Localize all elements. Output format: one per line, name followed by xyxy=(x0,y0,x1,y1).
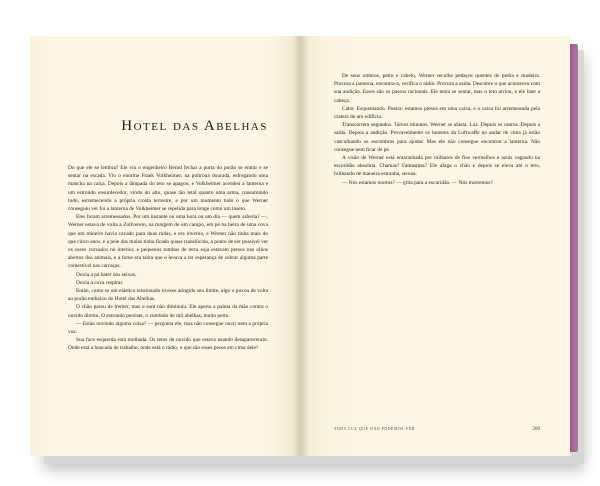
running-footer xyxy=(334,427,540,432)
paragraph: Sua face esquerda está molhada. Os tetos de ouvido que estava usando desapareceram. Onde está a bancada de trabalho, onde está o rádio, o que são esses pesos em cima dele? xyxy=(68,337,268,352)
running-footer-title: TODA LUZ QUE NÃO PODEMOS VER xyxy=(334,427,415,431)
page-number: 209 xyxy=(532,427,540,432)
book-cover-edge xyxy=(570,44,578,452)
open-book xyxy=(30,36,570,456)
paragraph: Então, como se um elástico tensionado tivesse atingido seu limite, algo o puxou de volta ao porão embaixo do Hotel das Abelhas. xyxy=(68,288,268,303)
paragraph: Ouvia a cova respirar. xyxy=(76,279,124,286)
paragraph: Do que ele se lembra? Ele viu o engenheiro Bernd fechar a porta do porão se entrar e se sentar na escada. Viu o enorme Frank Volkheimer, na poltrona dourada, esfregando uma mancha na calça. Depois a lâmpada do teto se apagou, e Volkheimer acendeu a lanterna e um estrondo ensurdecedor, vindo do alto, quase tão letal quanto uma arma, consumindo tudo, estremecendo a própria crosta terrestre, e por um momento tudo o que Werner conseguiu ver foi a lanterna de Volkheimer se repelida para longe como um inseto. xyxy=(68,165,268,213)
left-page xyxy=(30,36,300,456)
paragraph: Transcorrem segundos. Talvez minutos. Werner se afasta. Luz. Depois os outros. Depois a saída. Depois a audição. Provavelmente os homens da Luftwaffe no andar de cima já estão vasculhando os escombros para ajudar. Mas ele não consegue encontrar a lanterna. Não consegue nem ficar de pé. xyxy=(334,122,540,153)
paragraph: De seus ombros, peito e cabelo, Werner recolhe pedaços quentes de pedra e madeira. Procura a lanterna, encontra-a, verifica o rádio. Procura a saída. Descobre o que aconteceu com sua audição. Esses são os passos racionais. Ele tenta se sentar, mas o teto arriou, e ele bate a cabeça. xyxy=(334,73,540,104)
paragraph: Eles foram arremessados. Por um instante ou uma hora ou um dia — quem saberia? —, Werner estava de volta a Zollverein, na margem de um campo, em pé na beira de uma cova que um mineiro havia cavado para duas rodas, e era inverno, e Werner não tinha mais do que cinco anos, e a pele das mulas tinha ficado quase translúcida, a ponto de ser possível ver os ossos curvados no interior, e pequenos tombos de terra soja estavam presos nos olhos abertos dos animais, e a fome era tanta que o levava a ter esperança de sobrar alguma parte comestível nas carcaças. xyxy=(68,214,268,270)
paragraph: Ouvia a pá bater nos seixos. xyxy=(76,271,137,278)
left-page-text xyxy=(68,164,268,353)
paragraph: A visão de Werner está emaranhada por milhares de fios vermelhos e azuis vagando na escuridão absoluta. Chamas? Fantasmas? Ele afaga o chão e depois se eleva até o teto, brilhando de maneira estranha, serena. xyxy=(334,155,540,178)
paragraph: — Nós estamos mortos? — grita para a escuridão. — Nós morremos? xyxy=(342,179,493,186)
paragraph: — Estão ouvindo alguma coisa? — pergunta ele, mas não consegue ouvir nem a própria voz. xyxy=(68,320,268,336)
right-page-text xyxy=(334,72,540,187)
paragraph: O chão parou de tremer, mas o som não diminuiu. Ele aperta a palma da mão contra o ouvido direito. O estrondo persiste, o zumbido de mil abelhas, muito perto. xyxy=(68,304,268,319)
right-page xyxy=(300,36,570,456)
chapter-title: Hotel das Abelhas xyxy=(121,118,268,134)
paragraph: Calor. Esquentando. Poeira: estamos presos em uma caixa, e a caixa foi arremessada pela cratera de um edifício. xyxy=(334,105,540,121)
